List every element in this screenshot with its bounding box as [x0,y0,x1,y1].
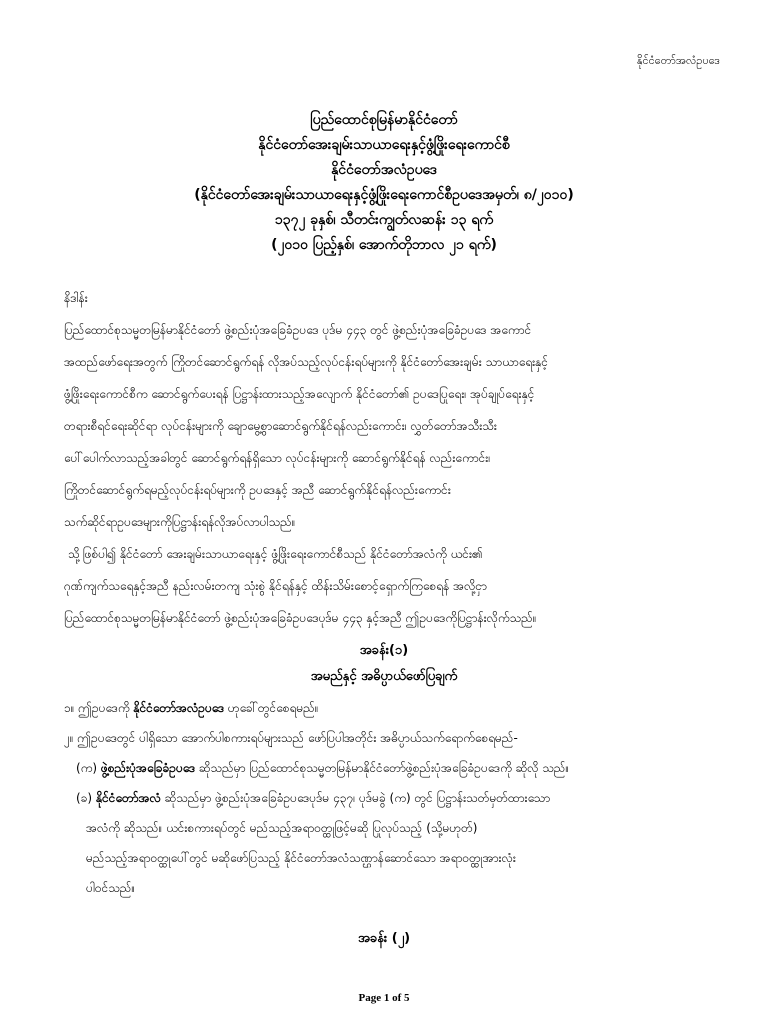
chapter-1-items [64,693,744,903]
section-2-definitions-intro: ၂။ ဤဥပဒေတွင် ပါရှိသော အောက်ပါစကားရပ်များသည် ဖော်ပြပါအတိုင်း အဓိပ္ပာယ်သက်ရောက်စေရမည်- [64,731,518,745]
page-number: Page 1 of 5 [358,992,410,1004]
preamble-line: တရားစီရင်ရေးဆိုင်ရာ လုပ်ငန်းများကို ချောမွေ့စွာဆောင်ရွက်နိုင်ရန်လည်းကောင်း၊ လွှတ်တော်အသီးသီး [64,419,497,433]
preamble-line: သို့ဖြစ်ပါ၍ နိုင်ငံတော် အေးချမ်းသာယာရေးနှင့် ဖွံ့ဖြိုးရေးကောင်စီသည် နိုင်ငံတော်အလံကို ယင်း၏ [68,547,483,561]
preamble-line: ဖွံ့ဖြိုးရေးကောင်စီက ဆောင်ရွက်ပေးရန် ပြဋ္ဌာန်းထားသည့်အလျောက် နိုင်ငံတော်၏ ဥပဒေပြုရေး၊ အုပ်ချုပ်ရေးနှင့် [64,387,535,401]
section-1-short-title: ၁။ ဤဥပဒေကို နိုင်ငံတော်အလံဥပဒေ ဟုခေါ်တွင်စေရမည်။ [64,701,319,715]
title-line-gregorian-date: (၂၀၁၀ ပြည့်နှစ်၊ အောက်တိုဘာလ ၂၁ ရက်) [271,237,497,253]
title-block [0,108,768,258]
chapter-1-subheading: အမည်နှင့် အဓိပ္ပာယ်ဖော်ပြချက် [310,669,458,684]
definition-constitution: (က) ဖွဲ့စည်းပုံအခြေခံဥပဒေ ဆိုသည်မှာ ပြည်ထောင်စုသမ္မတမြန်မာနိုင်ငံတော်ဖွဲ့စည်းပုံအခြေခံဥပဒေကို ဆိုလို သည်။ [76,761,570,775]
preamble-line: အထည်ဖော်ရေးအတွက် ကြိုတင်ဆောင်ရွက်ရန် လိုအပ်သည့်လုပ်ငန်းရပ်များကို နိုင်ငံတော်အေးချမ်း သာယာရေးနှင့် [64,355,549,369]
preamble-line: ပြည်ထောင်စုသမ္မတမြန်မာနိုင်ငံတော် ဖွဲ့စည်းပုံအခြေခံဥပဒေပုဒ်မ ၄၄၃ နှင့်အညီ ဤဥပဒေကိုပြဋ္ဌာန်းလိုက်သည်။ [64,611,537,625]
definition-state-flag-cont: မည်သည့်အရာဝတ္ထုပေါ်တွင် မဆိုဖော်ပြသည့် နိုင်ငံတော်အလံသဏ္ဌာန်ဆောင်သော အရာဝတ္ထုအားလုံး [86,851,516,865]
title-line-law-name: နိုင်ငံတော်အလံဥပဒေ [331,162,437,178]
definition-state-flag: (ခ) နိုင်ငံတော်အလံ ဆိုသည်မှာ ဖွဲ့စည်းပုံအခြေခံဥပဒေပုဒ်မ ၄၃၇၊ ပုဒ်မခွဲ (က) တွင် ပြဋ္ဌာန်းသတ်မှတ်ထားသော [76,791,551,805]
preamble-line: ပေါ်ပေါက်လာသည့်အခါတွင် ဆောင်ရွက်ရန်ရှိသော လုပ်ငန်းများကို ဆောင်ရွက်နိုင်ရန် လည်းကောင်း၊ [64,451,491,465]
running-header: နိုင်ငံတော်အလံဥပဒေ [636,54,720,67]
title-line-myanmar-date: ၁၃၇၂ ခုနှစ်၊ သီတင်းကျွတ်လဆန်း ၁၃ ရက် [274,212,494,228]
preamble-line: ကြိုတင်ဆောင်ရွက်ရမည့်လုပ်ငန်းရပ်များကို ဥပဒေနှင့် အညီ ဆောင်ရွက်နိုင်ရန်လည်းကောင်း [64,483,451,497]
chapter-2-heading: အခန်း (၂) [357,931,411,946]
title-line-law-number: (နိုင်ငံတော်အေးချမ်းသာယာရေးနှင့်ဖွံ့ဖြိုးရေးကောင်စီဥပဒေအမှတ်၊ ၈/၂၀၁၀) [194,187,574,203]
preamble-line: ဂုဏ်ကျက်သရေနှင့်အညီ နည်းလမ်းတကျ သုံးစွဲ နိုင်ရန်နှင့် ထိန်းသိမ်းစောင့်ရှောက်ကြစေရန် အလို့ငှာ [64,579,487,593]
preamble-section [64,282,724,634]
definition-state-flag-cont: အလံကို ဆိုသည်။ ယင်းစကားရပ်တွင် မည်သည့်အရာဝတ္ထုဖြင့်မဆို ပြုလုပ်သည့် (သို့မဟုတ်) [86,821,478,835]
preamble-line: ပြည်ထောင်စုသမ္မတမြန်မာနိုင်ငံတော် ဖွဲ့စည်းပုံအခြေခံဥပဒေ ပုဒ်မ ၄၄၃ တွင် ဖွဲ့စည်းပုံအခြေခံဥပဒေ အကောင် [64,323,532,337]
definition-state-flag-cont: ပါဝင်သည်။ [86,881,136,895]
title-line-country: ပြည်ထောင်စုမြန်မာနိုင်ငံတော် [310,112,458,128]
chapter-1-heading: အခန်း(၁) [359,643,409,658]
title-line-council: နိုင်ငံတော်အေးချမ်းသာယာရေးနှင့်ဖွံ့ဖြိုးရေးကောင်စီ [258,137,510,153]
preamble-line: သက်ဆိုင်ရာဥပဒေများကိုပြဋ္ဌာန်းရန်လိုအပ်လာပါသည်။ [64,515,296,529]
preamble-label: နိဒါန်း [64,291,88,305]
